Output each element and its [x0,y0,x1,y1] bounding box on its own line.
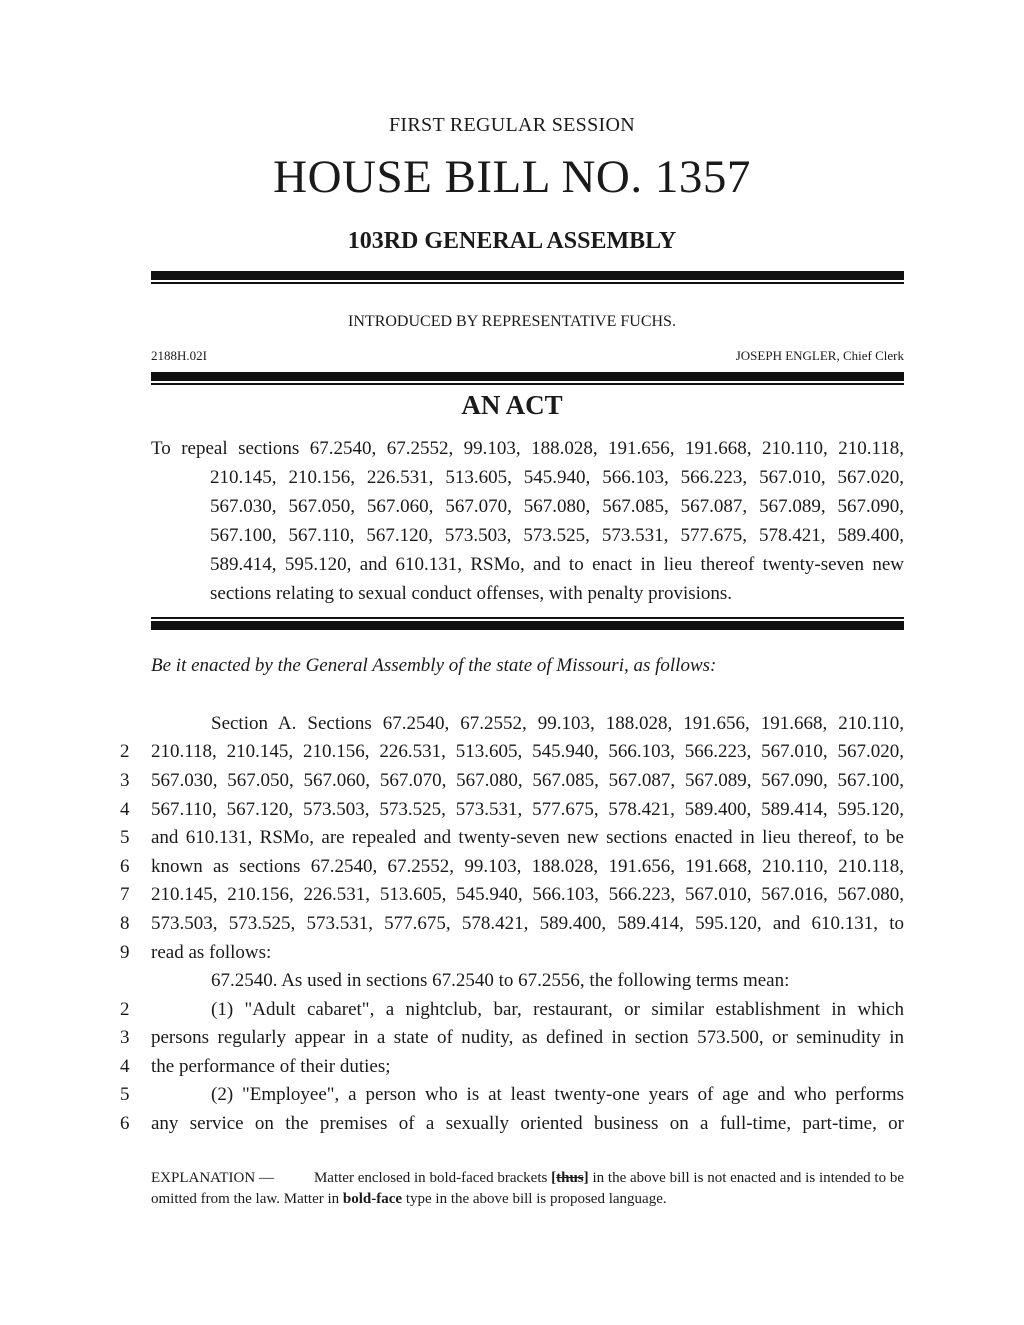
session-label: FIRST REGULAR SESSION [389,114,635,136]
introduced-by: INTRODUCED BY REPRESENTATIVE FUCHS. [348,313,676,330]
body-line: 567.030, 567.050, 567.060, 567.070, 567.080, 567.085, 567.087, 567.089, 567.090, 567.100, [151,770,904,791]
line-number: 6 [120,1113,130,1134]
explanation-label: EXPLANATION — [151,1170,274,1186]
body-line: 567.110, 567.120, 573.503, 573.525, 573.531, 577.675, 578.421, 589.400, 589.414, 595.120, [151,799,904,820]
line-number: 5 [120,1084,130,1105]
body-line: Section A. Sections 67.2540, 67.2552, 99.103, 188.028, 191.656, 191.668, 210.110, [211,713,904,734]
body-line: any service on the premises of a sexually oriented business on a full-time, part-time, or [151,1113,904,1134]
body-line: 67.2540. As used in sections 67.2540 to 67.2556, the following terms mean: [211,970,790,991]
body-line: persons regularly appear in a state of nudity, as defined in section 573.500, or seminudity in [151,1027,904,1048]
line-number: 5 [120,827,130,848]
body-line: (1) "Adult cabaret", a nightclub, bar, restaurant, or similar establishment in which [211,999,904,1020]
line-number: 2 [120,999,130,1020]
bill-title: HOUSE BILL NO. 1357 [273,151,751,203]
bold-face-example: bold-face [342,1191,403,1207]
body-line: 210.145, 210.156, 226.531, 513.605, 545.940, 566.103, 566.223, 567.010, 567.016, 567.080, [151,884,904,905]
line-number: 7 [120,884,130,905]
enacting-clause: Be it enacted by the General Assembly of the state of Missouri, as follows: [151,655,717,676]
line-number: 8 [120,913,130,934]
line-number: 9 [120,942,130,963]
explanation-text-a: Matter enclosed in bold-faced brackets [313,1170,548,1186]
act-title-text: To repeal sections 67.2540, 67.2552, 99.103, 188.028, 191.656, 191.668, 210.110, 210.118, 210.145, 210.156, 226.531, 513.605, 545.940, 566.103, 566.223, 567.010, 567.020, 567.030, 567.050, 567.060, 567.070, 567.080, 567.085, 567.087, 567.089, 567.090, 567.100, 567.110, 567.120, 573.503, 573.525, 573.531, 577.675, 578.421, 589.400, 589.414, 595.120, and 610.131, RSMo, and to enact in lieu thereof twenty-seven new sections relating to sexual conduct offenses, with penalty provisions. [151,438,904,604]
explanation-text-c: type in the above bill is proposed language. [405,1191,667,1207]
act-title [151,434,904,608]
bracket-close: ] [583,1170,589,1186]
explanation [151,1168,904,1210]
title-rule-thin [151,617,904,619]
act-heading: AN ACT [461,390,563,420]
document-code: 2188H.02I [151,348,207,363]
struck-example: thus [556,1170,584,1186]
assembly-label: 103RD GENERAL ASSEMBLY [347,228,677,254]
body-line: 573.503, 573.525, 573.531, 577.675, 578.421, 589.400, 589.414, 595.120, and 610.131, to [151,913,904,934]
body-line: read as follows: [151,942,272,963]
line-number: 4 [120,1056,130,1077]
line-number: 3 [120,1027,130,1048]
line-number: 3 [120,770,130,791]
header-rule-thin [151,282,904,284]
line-number: 4 [120,799,130,820]
chief-clerk: JOSEPH ENGLER, Chief Clerk [735,348,904,363]
body-line: known as sections 67.2540, 67.2552, 99.103, 188.028, 191.656, 191.668, 210.110, 210.118, [151,856,904,877]
explanation-text-b: in the above bill is not enacted and is intended to be omitted from the law. Matter in [151,1170,905,1207]
body-line: 210.118, 210.145, 210.156, 226.531, 513.605, 545.940, 566.103, 566.223, 567.010, 567.020, [151,741,904,762]
bracket-open: [ [551,1170,557,1186]
body-line: the performance of their duties; [151,1056,391,1077]
act-rule-heavy [151,372,904,381]
line-number: 2 [120,741,130,762]
body-line: and 610.131, RSMo, are repealed and twenty-seven new sections enacted in lieu thereof, to be [151,827,904,848]
body-line: (2) "Employee", a person who is at least twenty-one years of age and who performs [211,1084,904,1105]
act-rule-thin [151,383,904,385]
title-rule-heavy [151,621,904,630]
line-number: 6 [120,856,130,877]
header-rule-heavy [151,271,904,280]
